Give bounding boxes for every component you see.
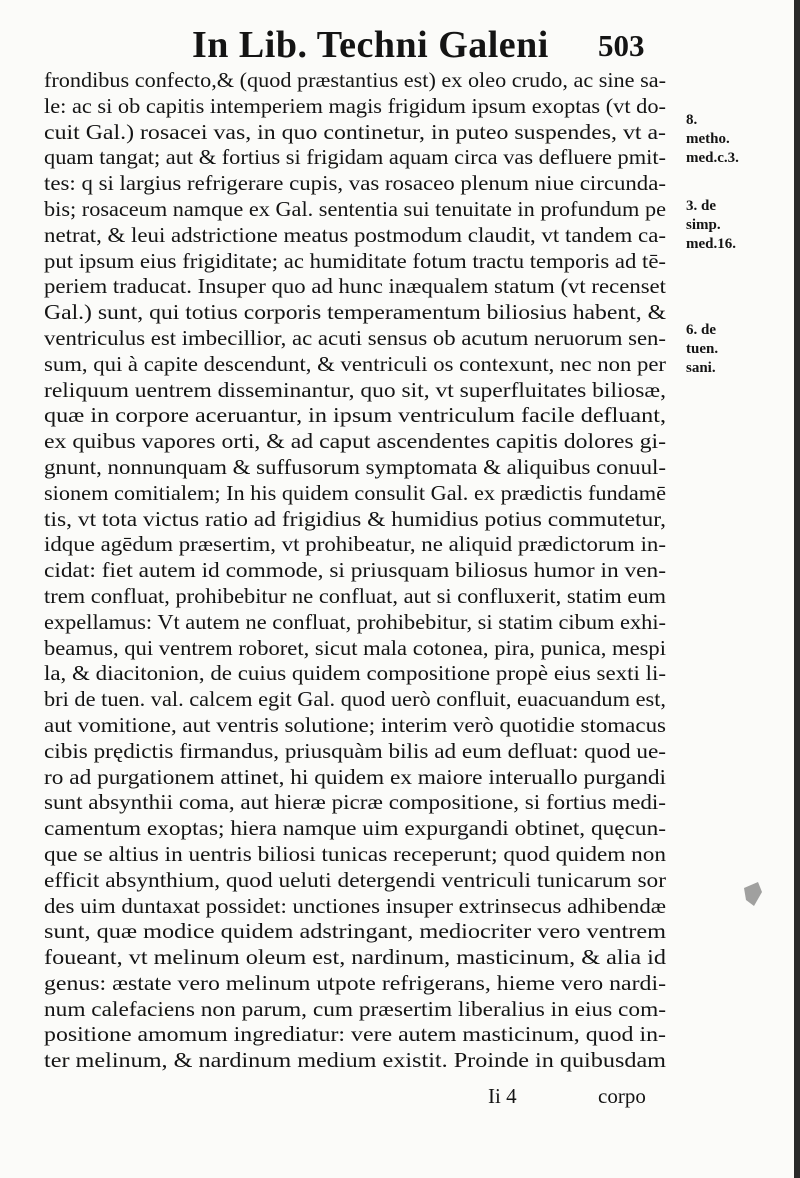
text-line: cuit Gal.) rosacei vas, in quo continetur, in puteo suspendes, vt a-	[44, 119, 666, 144]
text-line: idque agēdum præsertim, vt prohibeatur, ne aliquid prædictorum in-	[44, 532, 666, 557]
text-line: ex quibus vapores orti, & ad caput ascendentes capitis dolores gi-	[44, 429, 666, 454]
text-line: foueant, vt melinum oleum est, nardinum, masticinum, & alia id	[44, 945, 666, 970]
running-title: In Lib. Techni Galeni	[192, 24, 549, 66]
text-line: bis; rosaceum namque ex Gal. sententia sui tenuitate in profundum pe	[44, 196, 667, 221]
ink-smudge-mark	[740, 878, 766, 910]
text-line: positione amomum ingrediatur: vere autem masticinum, quod in-	[44, 1022, 666, 1047]
text-line: cidat: fiet autem id commode, si priusquam biliosus humor in ven-	[44, 558, 666, 583]
text-line: periem traducat. Insuper quo ad hunc inæqualem statum (vt recenset	[44, 274, 666, 299]
page-edge	[794, 0, 800, 1178]
text-line: Gal.) sunt, qui totius corporis temperamentum biliosius habent, &	[44, 300, 666, 325]
text-line: tes: q si largius refrigerare cupis, vas rosaceo plenum niue circunda-	[44, 171, 667, 196]
page-header	[0, 22, 800, 68]
text-line: ter melinum, & nardinum medium existit. Proinde in quibusdam	[44, 1048, 666, 1073]
text-line: put ipsum eius frigiditate; ac humiditate fotum tractu temporis ad tē-	[44, 248, 666, 273]
text-line: aut vomitione, aut ventris solutione; interim verò quotidie stomacus	[44, 712, 666, 737]
text-line: netrat, & leui adstrictione meatus postmodum claudit, vt tandem ca-	[44, 222, 666, 247]
text-line: expellamus: Vt autem ne confluat, prohibebitur, si statim cibum exhi-	[44, 609, 667, 634]
margin-note: 8. metho. med.c.3.	[686, 112, 739, 166]
text-line: camentum exoptas; hiera namque uim expurgandi obtinet, quęcun-	[44, 816, 666, 841]
margin-note: 3. de simp. med.16.	[686, 198, 736, 252]
text-line: le: ac si ob capitis intemperiem magis frigidum ipsum exoptas (vt do-	[44, 93, 666, 118]
text-line: quæ in corpore aceruantur, in ipsum ventriculum facile defluant,	[44, 403, 666, 428]
text-line: tis, vt tota victus ratio ad frigidius & humidius potius commutetur,	[44, 506, 666, 531]
text-line: frondibus confecto,& (quod præstantius est) ex oleo crudo, ac sine sa-	[44, 68, 666, 92]
text-line: gnunt, nonnunquam & suffusorum symptomata & aliquibus conuul-	[44, 454, 666, 479]
text-line: cibis prędictis firmandus, priusquàm bilis ad eum defluat: quod ue-	[44, 738, 666, 763]
text-line: reliquum uentrem disseminantur, quo sit, vt superfluitates biliosæ,	[44, 377, 666, 402]
margin-note: 6. de tuen. sani.	[686, 322, 719, 376]
signature-mark: Ii 4	[488, 1084, 517, 1108]
catchword: corpo	[598, 1084, 646, 1108]
text-line: que se altius in uentris biliosi tunicas receperunt; quod quidem non	[44, 841, 666, 866]
text-line: genus: æstate vero melinum utpote refrigerans, hieme vero nardi-	[44, 970, 666, 995]
text-line: la, & diacitonion, de cuius quidem compositione propè eius sexti li-	[44, 661, 666, 686]
text-line: efficit absynthium, quod ueluti detergendi ventriculi tunicarum sor	[44, 867, 666, 892]
text-line: ventriculus est imbecillior, ac acuti sensus ob acutum neruorum sen-	[44, 325, 666, 350]
text-line: sunt absynthii coma, aut hieræ picræ compositione, si fortius medi-	[44, 790, 666, 815]
text-line: bri de tuen. val. calcem egit Gal. quod uerò confluit, euacuandum est,	[44, 687, 666, 712]
body-text	[44, 68, 669, 1074]
page-number: 503	[598, 28, 645, 63]
text-line: beamus, qui ventrem roboret, sicut mala cotonea, pira, punica, mespi	[44, 635, 667, 660]
text-line: sunt, quæ modice quidem adstringant, mediocriter vero ventrem	[44, 919, 666, 944]
text-line: sum, qui à capite descendunt, & ventriculi os contexunt, nec non per	[44, 351, 666, 376]
text-line: trem confluat, prohibebitur ne confluat, aut si confluxerit, statim eum	[44, 583, 666, 608]
text-line: num calefaciens non parum, cum præsertim liberalius in eius com-	[44, 996, 666, 1021]
text-line: sionem comitialem; In his quidem consulit Gal. ex prædictis fundamē	[44, 480, 666, 505]
text-line: des uim duntaxat possidet: unctiones insuper extrinsecus adhibendæ	[44, 893, 666, 918]
text-line: quam tangat; aut & fortius si frigidam aquam circa vas defluere pmit-	[44, 145, 667, 170]
text-line: ro ad purgationem attinet, hi quidem ex maiore interuallo purgandi	[44, 764, 666, 789]
